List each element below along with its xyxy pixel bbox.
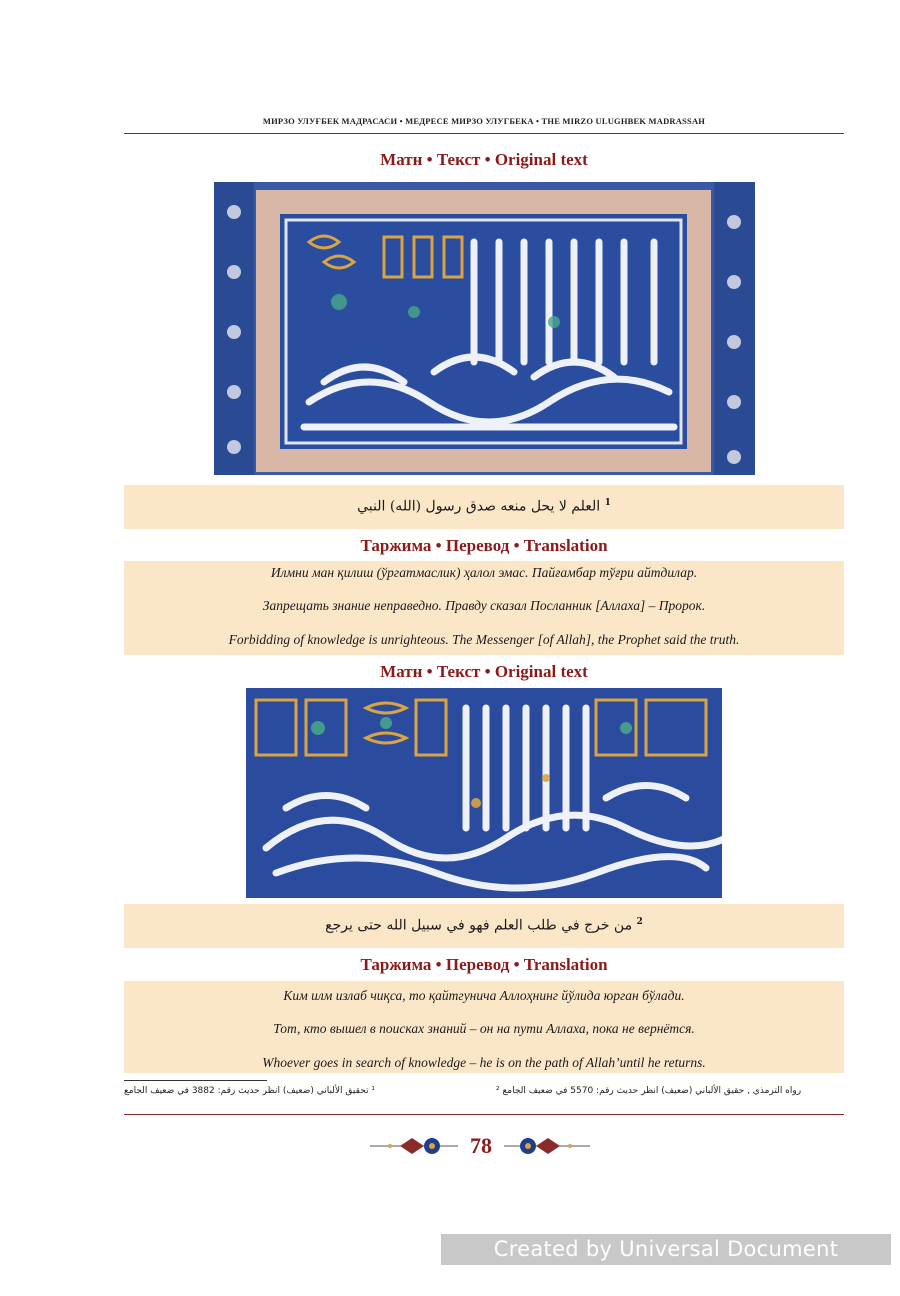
footer-rule <box>124 1114 844 1115</box>
translation-heading-2: Таржима • Перевод • Translation <box>360 955 608 974</box>
arabic-text-2 <box>124 917 844 934</box>
arabic-text-band-1 <box>124 485 844 529</box>
footnote-ref-1: 1 <box>604 498 611 508</box>
translation-band-1 <box>124 561 844 655</box>
arabic-text-band-2 <box>124 904 844 948</box>
converter-watermark: Created by Universal Document Converter <box>441 1234 891 1265</box>
original-text-heading-2: Матн • Текст • Original text <box>380 662 588 681</box>
translation-english-1: Forbidding of knowledge is unrighteous. The Messenger [of Allah], the Prophet said the truth. <box>228 632 740 647</box>
translation-uzbek-1: Илмни ман қилиш (ўргатмаслик) ҳалол эмас. Пайғамбар тўғри айтдилар. <box>270 565 698 580</box>
translation-heading-1: Таржима • Перевод • Translation <box>360 536 608 555</box>
tile-inscription-photo-2 <box>246 688 722 898</box>
footnote-1: ¹ تحقيق الألباني (ضعيف) انظر حديث رقم: 3882 في ضعيف الجامع <box>124 1086 375 1096</box>
translation-band-2 <box>124 981 844 1073</box>
footnote-2: رواه الترمذي , حقيق الألباني (ضعيف) انظر حديث رقم: 5570 في ضعيف الجامع ² <box>496 1086 802 1096</box>
tile-inscription-photo-1 <box>214 182 755 475</box>
arabic-inscription-2: من خرج في طلب العلم فهو في سبيل الله حتى يرجع <box>325 917 633 934</box>
footnote-rule <box>124 1080 267 1081</box>
arabic-inscription-1: العلم لا يحل منعه صدق رسول (الله) النبي <box>357 498 601 515</box>
running-head: МИРЗО УЛУҒБЕК МАДРАСАСИ • МЕДРЕСЕ МИРЗО УЛУГБЕКА • THE MIRZO ULUGHBEK MADRASSAH <box>262 116 706 126</box>
translation-english-2: Whoever goes in search of knowledge – he is on the path of Allah’until he returns. <box>262 1055 706 1070</box>
translation-russian-1: Запрещать знание неправедно. Правду сказал Посланник [Аллаха] – Пророк. <box>262 598 706 613</box>
translation-uzbek-2: Ким илм излаб чиқса, то қайтгунича Аллоҳнинг йўлида юрган бўлади. <box>283 988 685 1003</box>
translation-russian-2: Тот, кто вышел в поисках знаний – он на пути Аллаха, пока не вернётся. <box>273 1021 695 1036</box>
original-text-heading-1: Матн • Текст • Original text <box>380 150 588 169</box>
footnote-ref-2: 2 <box>636 917 643 927</box>
header-rule <box>124 133 844 134</box>
page-number: 78 <box>458 1132 504 1160</box>
arabic-text-1 <box>124 498 844 515</box>
